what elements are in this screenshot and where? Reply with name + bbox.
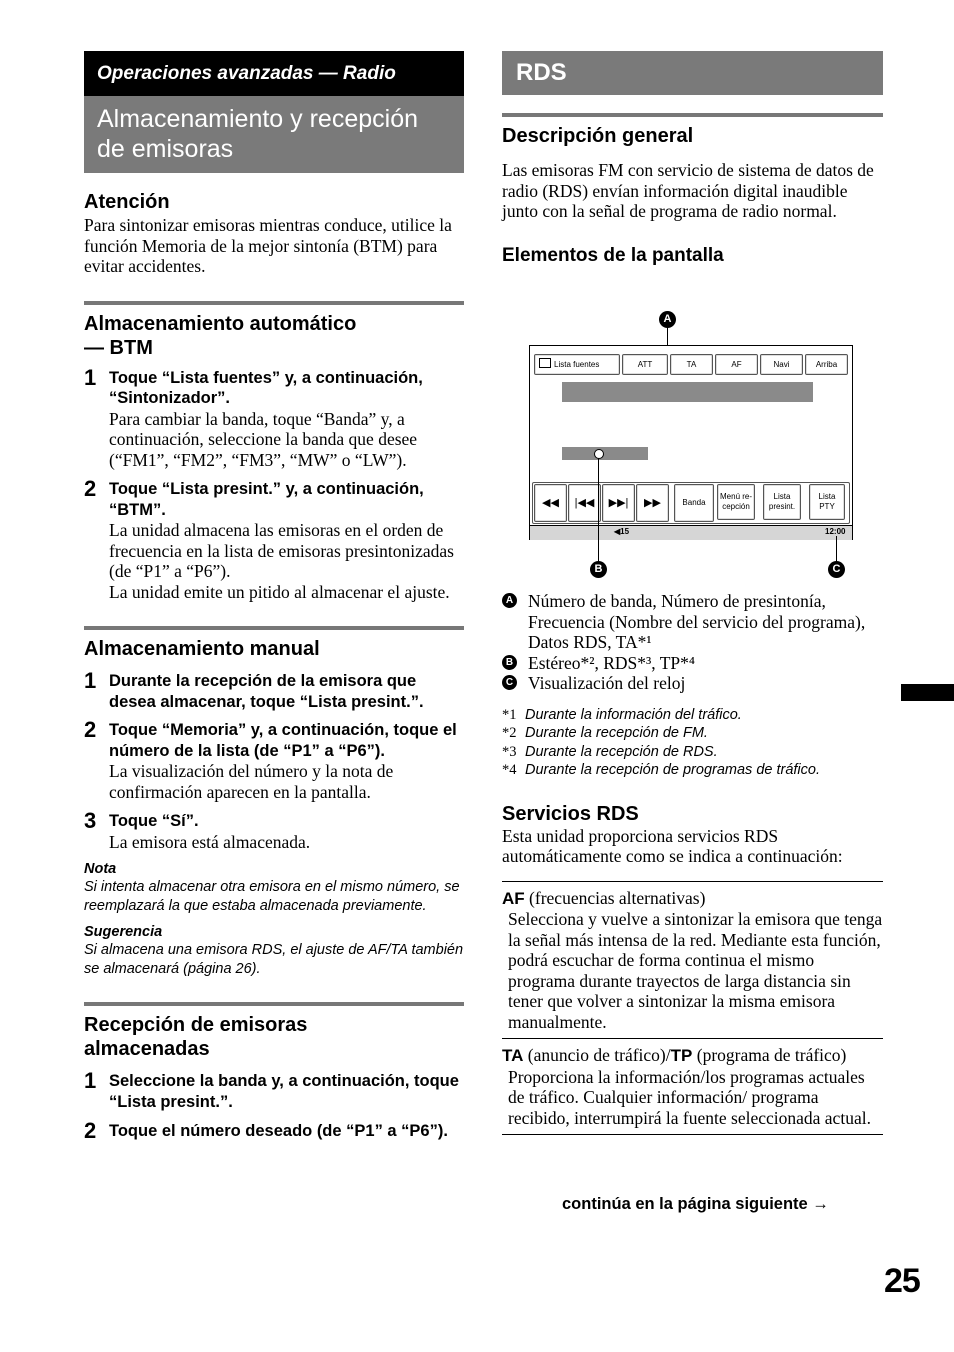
sugerencia-block xyxy=(84,923,464,978)
callout-c: C xyxy=(828,561,845,578)
legend-item-b xyxy=(502,653,883,674)
ta-label: (anuncio de tráfico)/ xyxy=(523,1045,671,1065)
legend-key-a: A xyxy=(502,593,517,608)
legend-item-a xyxy=(502,591,883,653)
service-ta-text: Proporciona la información/los programas actuales de tráfico. Cualquier información/ programa recibido, interrumpirá la fuente seleccionada actual. xyxy=(508,1066,871,1128)
callout-b-line xyxy=(598,452,599,562)
step-number: 1 xyxy=(84,668,97,693)
step-title: Seleccione la banda y, a continuación, toque “Lista presint.”. xyxy=(109,1072,459,1111)
screen-illustration xyxy=(529,345,853,540)
manual-step-2 xyxy=(84,717,464,802)
legend-text: Visualización del reloj xyxy=(528,673,686,693)
recepcion-heading-line2: almacenadas xyxy=(84,1038,210,1060)
step-number: 3 xyxy=(84,808,97,833)
arriba-button[interactable]: Arriba xyxy=(805,354,848,375)
next-track-icon[interactable]: ▶▶| xyxy=(602,484,635,522)
service-ta-title xyxy=(502,1045,883,1067)
service-af-title xyxy=(502,888,883,910)
footnote: *1 Durante la información del tráfico. xyxy=(502,706,742,723)
btm-heading-line1: Almacenamiento automático xyxy=(84,312,357,335)
callout-b-anchor xyxy=(594,449,604,459)
af-key: AF xyxy=(502,888,525,908)
volume-indicator: ◀15 xyxy=(614,527,630,536)
btm-heading-line2: — BTM xyxy=(84,336,153,359)
step-title: Toque “Lista fuentes” y, a continuación, “Sintonizador”. xyxy=(109,368,423,407)
step-title: Toque “Lista presint.” y, a continuación, “BTM”. xyxy=(109,480,424,519)
step-text: La visualización del número y la nota de confirmación aparecen en la pantalla. xyxy=(109,761,394,802)
manual-step-1 xyxy=(84,668,464,712)
af-label: (frecuencias alternativas) xyxy=(524,887,706,908)
step-text-2: La unidad emite un pitido al almacenar el ajuste. xyxy=(109,581,450,602)
service-ta-tp xyxy=(502,1038,883,1135)
sugerencia-heading: Sugerencia xyxy=(84,924,163,940)
page-number: 25 xyxy=(884,1262,920,1300)
step-text: La unidad almacena las emisoras en el orden de frecuencia en la lista de emisoras presintonizadas (de “P1” a “P6”). xyxy=(109,520,454,581)
btm-section xyxy=(84,301,464,603)
step-title: Toque “Memoria” y, a continuación, toque el número de la lista (de “P1” a “P6”). xyxy=(109,721,457,760)
tp-label: (programa de tráfico) xyxy=(692,1045,847,1065)
step-text: La emisora está almacenada. xyxy=(109,831,311,852)
legend-key-b: B xyxy=(502,655,517,670)
btm-heading xyxy=(84,301,464,360)
service-af-text: Selecciona y vuelve a sintonizar la emisora que tenga la señal más intensa de la red. Mediante esta función, podrá escuchar de forma continua el mismo programa durante trayectos de larga distancia sin tener que volver a sintonizar la misma emisora manualmente. xyxy=(508,909,883,1032)
legend-key-c: C xyxy=(502,675,517,690)
step-text: Para cambiar la banda, toque “Banda” y, a continuación, seleccione la banda que desee (“FM1”, “FM2”, “FM3”, “MW” o “LW”). xyxy=(109,408,418,470)
previous-track-icon[interactable]: |◀◀ xyxy=(568,484,601,522)
section-category-banner: Operaciones avanzadas — Radio xyxy=(84,51,464,96)
descripcion-section xyxy=(502,113,883,222)
recepcion-heading xyxy=(84,1002,464,1061)
btm-step-2 xyxy=(84,476,464,602)
btm-step-1 xyxy=(84,364,464,471)
manual-step-3 xyxy=(84,808,464,852)
footnote: *3 Durante la recepción de RDS. xyxy=(502,743,718,760)
sugerencia-text: Si almacena una emisora RDS, el ajuste de AF/TA también se almacenará (página 26). xyxy=(84,942,464,977)
legend-text: Estéreo*², RDS*³, TP*⁴ xyxy=(528,652,695,673)
atencion-block xyxy=(84,190,464,277)
fast-forward-icon[interactable]: ▶▶ xyxy=(636,484,669,522)
manual-section xyxy=(84,626,464,978)
callout-b: B xyxy=(590,561,607,578)
ta-button[interactable]: TA xyxy=(670,354,713,375)
page-title: Almacenamiento y recepción de emisoras xyxy=(84,96,464,173)
stereo-rds-indicator xyxy=(562,447,648,460)
right-lower xyxy=(502,591,883,1135)
atencion-heading: Atención xyxy=(84,191,170,213)
status-bar xyxy=(530,525,852,540)
step-number: 2 xyxy=(84,1118,97,1143)
servicios-heading: Servicios RDS xyxy=(502,802,639,825)
descripcion-text: Las emisoras FM con servicio de sistema de datos de radio (RDS) envían información digital inaudible junto con la señal de programa de radio normal. xyxy=(502,160,874,221)
af-button[interactable]: AF xyxy=(715,354,758,375)
button-label: Lista fuentes xyxy=(554,360,600,369)
manual-heading: Almacenamiento manual xyxy=(84,626,464,661)
rewind-icon[interactable]: ◀◀ xyxy=(534,484,567,522)
nota-text: Si intenta almacenar otra emisora en el mismo número, se reemplazará la que estaba almacenada previamente. xyxy=(84,879,460,914)
nota-heading: Nota xyxy=(84,861,117,877)
page-tab-marker xyxy=(901,684,954,701)
banda-button[interactable]: Banda xyxy=(674,484,714,522)
continua-note: continúa en la página siguiente → xyxy=(562,1195,829,1213)
recepcion-section xyxy=(84,1002,464,1142)
navi-button[interactable]: Navi xyxy=(760,354,803,375)
control-panel xyxy=(532,482,848,524)
volume-level: 15 xyxy=(620,527,630,536)
elementos-heading: Elementos de la pantalla xyxy=(502,244,724,266)
att-button[interactable]: ATT xyxy=(622,354,668,375)
source-icon xyxy=(539,358,551,368)
lista-presint-button[interactable]: Lista presint. xyxy=(763,484,801,520)
rds-title-bar: RDS xyxy=(502,51,883,95)
service-af xyxy=(502,881,883,1039)
lista-fuentes-button[interactable] xyxy=(534,354,620,375)
ta-key: TA xyxy=(502,1046,524,1065)
servicios-text: Esta unidad proporciona servicios RDS automáticamente como se indica a continuación: xyxy=(502,825,843,866)
footnotes xyxy=(502,706,883,780)
step-number: 2 xyxy=(84,717,97,742)
step-title: Durante la recepción de la emisora que desea almacenar, toque “Lista presint.”. xyxy=(109,672,424,711)
recepcion-step-2 xyxy=(84,1118,464,1143)
step-title: Toque el número deseado (de “P1” a “P6”). xyxy=(109,1122,448,1140)
step-number: 2 xyxy=(84,476,97,501)
atencion-text: Para sintonizar emisoras mientras conduce, utilice la función Memoria de la mejor sintonía (BTM) para evitar accidentes. xyxy=(84,215,452,276)
frequency-info-bar xyxy=(562,382,813,402)
legend-item-c xyxy=(502,673,883,694)
lista-pty-button[interactable]: Lista PTY xyxy=(809,484,845,520)
menu-recepcion-button[interactable]: Menú re-cepción xyxy=(717,484,755,520)
clock-display: 12:00 xyxy=(825,527,846,536)
legend-text: Número de banda, Número de presintonía, Frecuencia (Nombre del servicio del programa), Datos RDS, TA*¹ xyxy=(528,591,866,652)
recepcion-step-1 xyxy=(84,1068,464,1112)
recepcion-heading-line1: Recepción de emisoras xyxy=(84,1014,308,1036)
step-title: Toque “Sí”. xyxy=(109,812,199,830)
step-number: 1 xyxy=(84,364,97,390)
tp-key: TP xyxy=(670,1046,693,1065)
footnote: *2 Durante la recepción de FM. xyxy=(502,725,708,741)
callout-c-line xyxy=(836,536,837,562)
nota-block xyxy=(84,860,464,915)
footnote: *4 Durante la recepción de programas de tráfico. xyxy=(502,762,820,778)
step-number: 1 xyxy=(84,1068,97,1093)
callout-a: A xyxy=(659,311,676,328)
descripcion-heading: Descripción general xyxy=(502,113,883,148)
